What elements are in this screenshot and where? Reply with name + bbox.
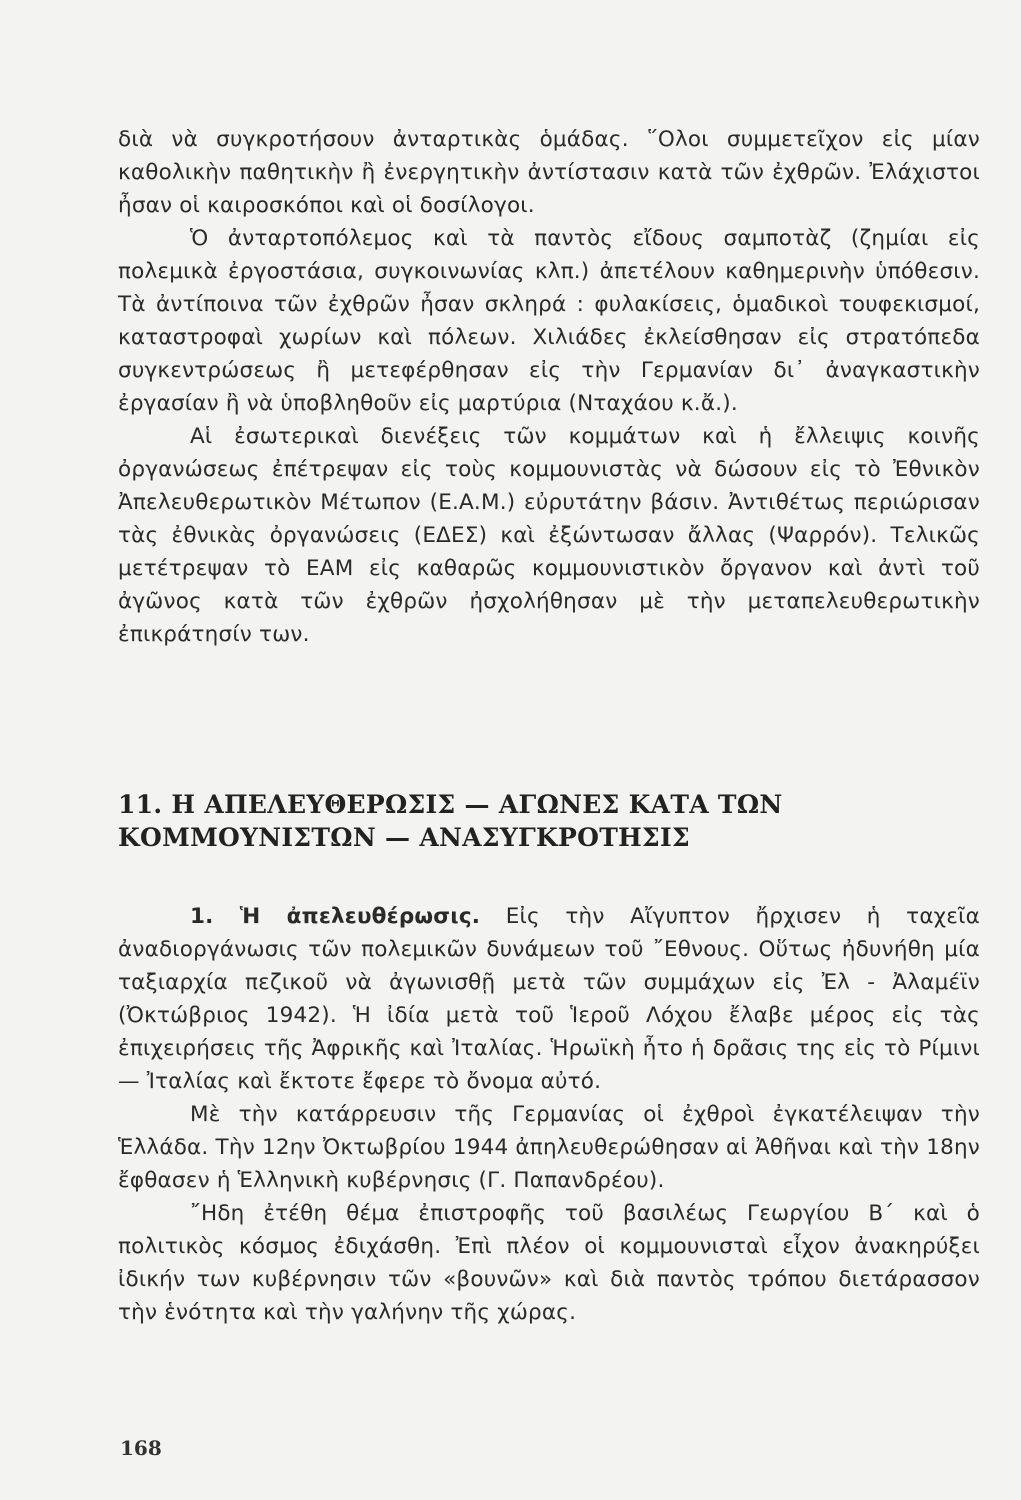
- paragraph-resistance: διὰ νὰ συγκροτήσουν ἀνταρτικὰς ὁμάδας. ῞Ολοι συμμετεῖχον εἰς μίαν καθολικὴν παθητικὴν ἢ ἐνεργητικὴν ἀντίστασιν κατὰ τῶν ἐχθρῶν. Ἐλάχιστοι ἦσαν οἱ καιροσκόποι καὶ οἱ δοσίλογοι.: [118, 127, 980, 218]
- paragraph-sabotage: Ὁ ἀνταρτοπόλεμος καὶ τὰ παντὸς εἴδους σαμποτὰζ (ζημίαι εἰς πολεμικὰ ἐργοστάσια, συγκοινωνίας κλπ.) ἀπετέλουν καθημερινὴν ὑπόθεσιν. Τὰ ἀντίποινα τῶν ἐχθρῶν ἦσαν σκληρά : φυλακίσεις, ὁμαδικοὶ τουφεκισμοί, καταστροφαὶ χωρίων καὶ πόλεων. Χιλιάδες ἐκλείσθησαν εἰς στρατόπεδα συγκεντρώσεως ἢ μετεφέρθησαν εἰς τὴν Γερμανίαν δι᾽ ἀναγκαστικὴν ἐργασίαν ἢ νὰ ὑποβληθοῦν εἰς μαρτύρια (Νταχάου κ.ἄ.).: [118, 226, 980, 416]
- paragraph-eam: Αἱ ἐσωτερικαὶ διενέξεις τῶν κομμάτων καὶ ἡ ἔλλειψις κοινῆς ὀργανώσεως ἐπέτρεψαν εἰς τοὺς κομμουνιστὰς νὰ δώσουν εἰς τὸ Ἐθνικὸν Ἀπελευθερωτικὸν Μέτωπον (Ε.Α.Μ.) εὐρυτάτην βάσιν. Ἀντιθέτως περιώρισαν τὰς ἐθνικὰς ὀργανώσεις (ΕΔΕΣ) καὶ ἐξώντωσαν ἄλλας (Ψαρρόν). Τελικῶς μετέτρεψαν τὸ ΕΑΜ εἰς καθαρῶς κομμουνιστικὸν ὄργανον καὶ ἀντὶ τοῦ ἀγῶνος κατὰ τῶν ἐχθρῶν ἠσχολήθησαν μὲ τὴν μεταπελευθερωτικὴν ἐπικράτησίν των.: [118, 424, 980, 647]
- page-number: 168: [120, 1436, 162, 1460]
- paragraph-king: ῎Ηδη ἐτέθη θέμα ἐπιστροφῆς τοῦ βασιλέως Γεωργίου Β΄ καὶ ὁ πολιτικὸς κόσμος ἐδιχάσθη. Ἐπὶ πλέον οἱ κομμουνισταὶ εἶχον ἀνακηρύξει ἰδικήν των κυβέρνησιν τῶν «βουνῶν» καὶ διὰ παντὸς τρόπου διετάρασσον τὴν ἑνότητα καὶ τὴν γαλήνην τῆς χώρας.: [118, 1201, 980, 1325]
- subsection-title: 1. Ἡ ἀπελευθέρωσις.: [190, 904, 481, 929]
- bottom-text-block: [118, 900, 980, 1329]
- section-heading: 11. Η ΑΠΕΛΕΥΘΕΡΩΣΙΣ — ΑΓΩΝΕΣ ΚΑΤΑ ΤΩΝ ΚΟΜΜΟΥΝΙΣΤΩΝ — ΑΝΑΣΥΓΚΡΟΤΗΣΙΣ: [118, 790, 783, 852]
- top-text-block: [118, 123, 980, 651]
- paragraph-liberation: [118, 900, 980, 1098]
- paragraph-collapse: Μὲ τὴν κατάρρευσιν τῆς Γερμανίας οἱ ἐχθροὶ ἐγκατέλειψαν τὴν Ἑλλάδα. Τὴν 12ην Ὀκτωβρίου 1944 ἀπηλευθερώθησαν αἱ Ἀθῆναι καὶ τὴν 18ην ἔφθασεν ἡ Ἑλληνικὴ κυβέρνησις (Γ. Παπανδρέου).: [118, 1102, 980, 1193]
- paragraph-liberation-text: Εἰς τὴν Αἴγυπτον ἤρχισεν ἡ ταχεῖα ἀναδιοργάνωσις τῶν πολεμικῶν δυνάμεων τοῦ ῎Εθνους. Οὕτως ἠδυνήθη μία ταξιαρχία πεζικοῦ νὰ ἀγωνισθῇ μετὰ τῶν συμμάχων εἰς Ἐλ - Ἀλαμέϊν (Ὀκτώβριος 1942). Ἡ ἰδία μετὰ τοῦ Ἱεροῦ Λόχου ἔλαβε μέρος εἰς τὰς ἐπιχειρήσεις τῆς Ἀφρικῆς καὶ Ἰταλίας. Ἡρωϊκὴ ἦτο ἡ δρᾶσις της εἰς τὸ Ρίμινι — Ἰταλίας καὶ ἔκτοτε ἔφερε τὸ ὄνομα αὐτό.: [118, 904, 980, 1094]
